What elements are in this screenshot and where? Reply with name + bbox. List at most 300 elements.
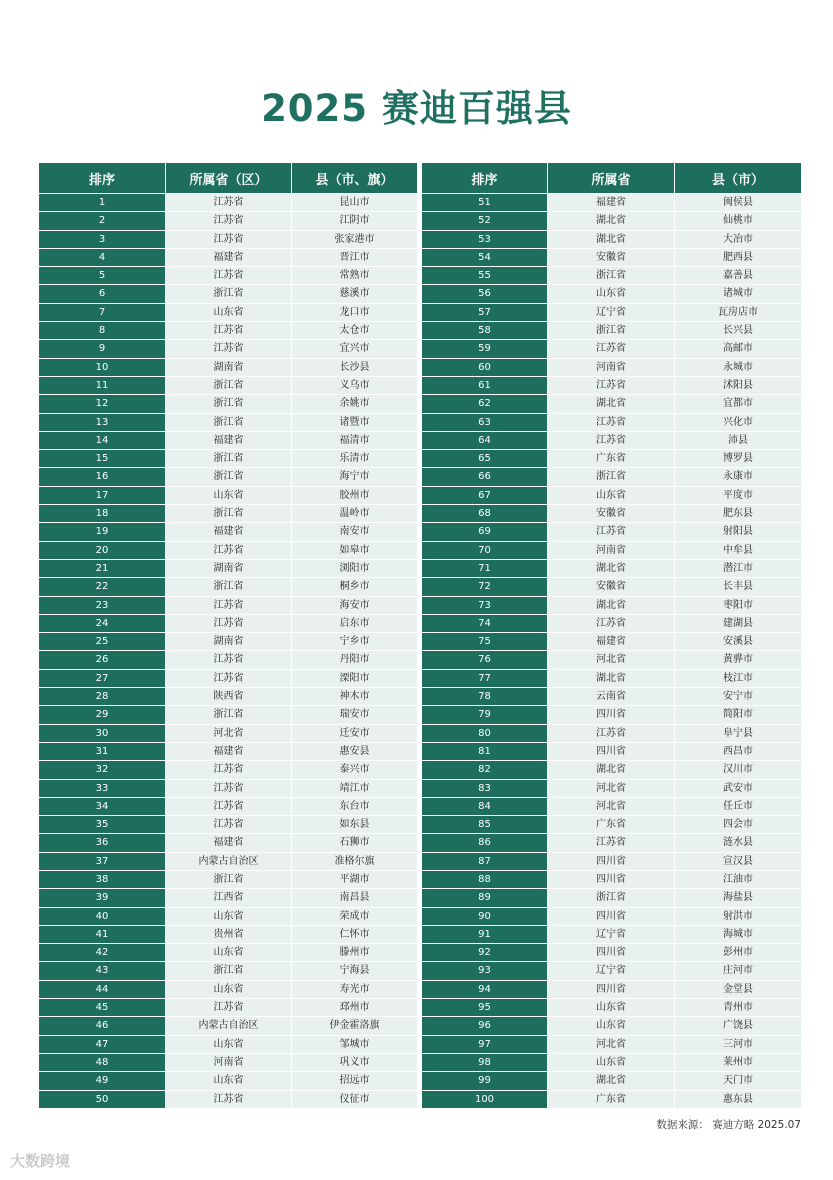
table-row xyxy=(39,998,801,1016)
table-row xyxy=(39,815,801,833)
county-right-cell: 汉川市 xyxy=(674,760,801,778)
province-left-cell: 江西省 xyxy=(165,888,291,906)
province-right-cell: 河北省 xyxy=(547,779,674,797)
province-left-cell: 贵州省 xyxy=(165,925,291,943)
province-left-cell: 浙江省 xyxy=(165,467,291,485)
county-right-cell: 惠东县 xyxy=(674,1090,801,1108)
province-left-cell: 山东省 xyxy=(165,907,291,925)
province-left-cell: 江苏省 xyxy=(165,614,291,632)
county-right-cell: 江油市 xyxy=(674,870,801,888)
province-right-cell: 浙江省 xyxy=(547,467,674,485)
county-left-cell: 丹阳市 xyxy=(291,650,417,668)
province-left-cell: 河北省 xyxy=(165,724,291,742)
county-left-cell: 平湖市 xyxy=(291,870,417,888)
county-right-cell: 广饶县 xyxy=(674,1016,801,1034)
province-left-cell: 内蒙古自治区 xyxy=(165,1016,291,1034)
county-left-cell: 江阴市 xyxy=(291,211,417,229)
county-left-cell: 海安市 xyxy=(291,596,417,614)
table-header-row xyxy=(39,163,801,193)
rank-right-cell: 88 xyxy=(421,870,547,888)
province-right-cell: 四川省 xyxy=(547,870,674,888)
county-left-cell: 太仓市 xyxy=(291,321,417,339)
province-left-cell: 浙江省 xyxy=(165,961,291,979)
table-row xyxy=(39,742,801,760)
rank-right-cell: 97 xyxy=(421,1035,547,1053)
county-left-cell: 伊金霍洛旗 xyxy=(291,1016,417,1034)
province-right-cell: 湖北省 xyxy=(547,596,674,614)
county-left-cell: 靖江市 xyxy=(291,779,417,797)
rank-left-cell: 21 xyxy=(39,559,165,577)
county-right-cell: 海盐县 xyxy=(674,888,801,906)
county-right-cell: 瓦房店市 xyxy=(674,303,801,321)
province-right-cell: 四川省 xyxy=(547,907,674,925)
county-right-cell: 平度市 xyxy=(674,486,801,504)
rank-left-cell: 9 xyxy=(39,339,165,357)
province-left-cell: 浙江省 xyxy=(165,376,291,394)
rank-right-cell: 100 xyxy=(421,1090,547,1108)
table-row xyxy=(39,797,801,815)
province-left-cell: 江苏省 xyxy=(165,339,291,357)
data-source-note: 数据来源： 赛迪方略 2025.07 xyxy=(656,1119,801,1131)
rank-right-cell: 94 xyxy=(421,980,547,998)
province-left-cell: 江苏省 xyxy=(165,211,291,229)
province-right-cell: 广东省 xyxy=(547,449,674,467)
province-right-cell: 江苏省 xyxy=(547,339,674,357)
rank-left-cell: 16 xyxy=(39,467,165,485)
province-right-cell: 湖北省 xyxy=(547,1071,674,1089)
county-right-cell: 宣汉县 xyxy=(674,852,801,870)
table-row xyxy=(39,303,801,321)
rank-right-cell: 79 xyxy=(421,705,547,723)
province-left-cell: 江苏省 xyxy=(165,650,291,668)
county-left-cell: 邳州市 xyxy=(291,998,417,1016)
rank-right-cell: 59 xyxy=(421,339,547,357)
province-left-cell: 山东省 xyxy=(165,1035,291,1053)
province-left-cell: 陕西省 xyxy=(165,687,291,705)
watermark-logo: 大数跨境 xyxy=(10,1152,71,1170)
rank-left-cell: 1 xyxy=(39,193,165,211)
county-right-cell: 诸城市 xyxy=(674,284,801,302)
rank-left-cell: 26 xyxy=(39,650,165,668)
rank-right-cell: 65 xyxy=(421,449,547,467)
province-left-cell: 江苏省 xyxy=(165,760,291,778)
rank-left-cell: 15 xyxy=(39,449,165,467)
table-row xyxy=(39,376,801,394)
table-row xyxy=(39,559,801,577)
county-left-cell: 宜兴市 xyxy=(291,339,417,357)
province-left-cell: 山东省 xyxy=(165,303,291,321)
province-right-cell: 广东省 xyxy=(547,815,674,833)
table-row xyxy=(39,1090,801,1108)
province-right-cell: 江苏省 xyxy=(547,431,674,449)
province-left-cell: 浙江省 xyxy=(165,449,291,467)
county-left-cell: 龙口市 xyxy=(291,303,417,321)
province-left-cell: 浙江省 xyxy=(165,413,291,431)
province-right-cell: 浙江省 xyxy=(547,321,674,339)
county-left-cell: 长沙县 xyxy=(291,358,417,376)
rank-left-cell: 39 xyxy=(39,888,165,906)
table-row xyxy=(39,577,801,595)
county-right-cell: 肥西县 xyxy=(674,248,801,266)
rank-right-cell: 91 xyxy=(421,925,547,943)
rank-left-cell: 23 xyxy=(39,596,165,614)
province-left-cell: 河南省 xyxy=(165,1053,291,1071)
rank-left-cell: 7 xyxy=(39,303,165,321)
rank-left-cell: 6 xyxy=(39,284,165,302)
county-left-cell: 寿光市 xyxy=(291,980,417,998)
county-left-cell: 福清市 xyxy=(291,431,417,449)
table-row xyxy=(39,467,801,485)
province-left-cell: 江苏省 xyxy=(165,797,291,815)
rank-right-cell: 64 xyxy=(421,431,547,449)
county-right-cell: 肥东县 xyxy=(674,504,801,522)
rank-right-cell: 70 xyxy=(421,541,547,559)
header-county-left: 县（市、旗） xyxy=(291,163,417,193)
county-right-cell: 金堂县 xyxy=(674,980,801,998)
province-left-cell: 江苏省 xyxy=(165,266,291,284)
county-right-cell: 简阳市 xyxy=(674,705,801,723)
table-row xyxy=(39,669,801,687)
county-right-cell: 庄河市 xyxy=(674,961,801,979)
county-left-cell: 石狮市 xyxy=(291,833,417,851)
table-row xyxy=(39,431,801,449)
table-row xyxy=(39,1071,801,1089)
table-row xyxy=(39,193,801,211)
county-left-cell: 海宁市 xyxy=(291,467,417,485)
rank-right-cell: 90 xyxy=(421,907,547,925)
rank-right-cell: 80 xyxy=(421,724,547,742)
county-left-cell: 如东县 xyxy=(291,815,417,833)
province-right-cell: 安徽省 xyxy=(547,504,674,522)
province-left-cell: 山东省 xyxy=(165,1071,291,1089)
rank-left-cell: 41 xyxy=(39,925,165,943)
province-right-cell: 云南省 xyxy=(547,687,674,705)
rank-left-cell: 42 xyxy=(39,943,165,961)
rank-left-cell: 18 xyxy=(39,504,165,522)
county-left-cell: 荣成市 xyxy=(291,907,417,925)
province-left-cell: 浙江省 xyxy=(165,577,291,595)
rank-right-cell: 58 xyxy=(421,321,547,339)
table-row xyxy=(39,614,801,632)
county-left-cell: 张家港市 xyxy=(291,230,417,248)
table-row xyxy=(39,650,801,668)
table-row xyxy=(39,248,801,266)
rank-right-cell: 67 xyxy=(421,486,547,504)
county-left-cell: 仪征市 xyxy=(291,1090,417,1108)
rank-left-cell: 3 xyxy=(39,230,165,248)
table-row xyxy=(39,394,801,412)
rank-right-cell: 54 xyxy=(421,248,547,266)
county-left-cell: 诸暨市 xyxy=(291,413,417,431)
rank-left-cell: 4 xyxy=(39,248,165,266)
rank-right-cell: 86 xyxy=(421,833,547,851)
county-left-cell: 南安市 xyxy=(291,522,417,540)
rank-right-cell: 76 xyxy=(421,650,547,668)
table-row xyxy=(39,907,801,925)
province-left-cell: 江苏省 xyxy=(165,779,291,797)
province-right-cell: 湖北省 xyxy=(547,559,674,577)
header-county-right: 县（市） xyxy=(674,163,801,193)
table-row xyxy=(39,724,801,742)
county-right-cell: 潜江市 xyxy=(674,559,801,577)
province-left-cell: 浙江省 xyxy=(165,870,291,888)
county-left-cell: 余姚市 xyxy=(291,394,417,412)
table-row xyxy=(39,632,801,650)
table-row xyxy=(39,687,801,705)
county-left-cell: 仁怀市 xyxy=(291,925,417,943)
table-row xyxy=(39,943,801,961)
province-right-cell: 河南省 xyxy=(547,541,674,559)
province-left-cell: 江苏省 xyxy=(165,669,291,687)
province-right-cell: 湖北省 xyxy=(547,211,674,229)
county-left-cell: 浏阳市 xyxy=(291,559,417,577)
rank-right-cell: 96 xyxy=(421,1016,547,1034)
rank-left-cell: 45 xyxy=(39,998,165,1016)
province-right-cell: 湖北省 xyxy=(547,669,674,687)
rank-left-cell: 33 xyxy=(39,779,165,797)
header-province-left: 所属省（区） xyxy=(165,163,291,193)
county-left-cell: 如皋市 xyxy=(291,541,417,559)
rank-left-cell: 38 xyxy=(39,870,165,888)
county-right-cell: 安宁市 xyxy=(674,687,801,705)
rank-right-cell: 63 xyxy=(421,413,547,431)
county-left-cell: 胶州市 xyxy=(291,486,417,504)
province-right-cell: 辽宁省 xyxy=(547,961,674,979)
page-title: 2025 赛迪百强县 xyxy=(261,87,572,130)
province-left-cell: 浙江省 xyxy=(165,394,291,412)
table-row xyxy=(39,284,801,302)
county-right-cell: 青州市 xyxy=(674,998,801,1016)
county-left-cell: 昆山市 xyxy=(291,193,417,211)
rank-left-cell: 5 xyxy=(39,266,165,284)
rank-left-cell: 12 xyxy=(39,394,165,412)
province-left-cell: 江苏省 xyxy=(165,815,291,833)
county-left-cell: 瑞安市 xyxy=(291,705,417,723)
rank-right-cell: 73 xyxy=(421,596,547,614)
table-row xyxy=(39,211,801,229)
rank-right-cell: 78 xyxy=(421,687,547,705)
table-row xyxy=(39,358,801,376)
rank-right-cell: 87 xyxy=(421,852,547,870)
county-left-cell: 邹城市 xyxy=(291,1035,417,1053)
province-right-cell: 江苏省 xyxy=(547,522,674,540)
table-row xyxy=(39,596,801,614)
province-right-cell: 河北省 xyxy=(547,1035,674,1053)
province-right-cell: 四川省 xyxy=(547,980,674,998)
province-left-cell: 江苏省 xyxy=(165,1090,291,1108)
table-row xyxy=(39,266,801,284)
county-right-cell: 涟水县 xyxy=(674,833,801,851)
province-left-cell: 湖南省 xyxy=(165,358,291,376)
rank-right-cell: 72 xyxy=(421,577,547,595)
county-left-cell: 温岭市 xyxy=(291,504,417,522)
rank-left-cell: 48 xyxy=(39,1053,165,1071)
table-row xyxy=(39,779,801,797)
rank-left-cell: 30 xyxy=(39,724,165,742)
rank-left-cell: 44 xyxy=(39,980,165,998)
province-left-cell: 湖南省 xyxy=(165,559,291,577)
province-left-cell: 江苏省 xyxy=(165,998,291,1016)
rank-left-cell: 34 xyxy=(39,797,165,815)
rank-right-cell: 89 xyxy=(421,888,547,906)
province-right-cell: 江苏省 xyxy=(547,413,674,431)
province-right-cell: 河北省 xyxy=(547,797,674,815)
table-row xyxy=(39,705,801,723)
province-left-cell: 江苏省 xyxy=(165,230,291,248)
table-row xyxy=(39,925,801,943)
province-left-cell: 福建省 xyxy=(165,833,291,851)
county-left-cell: 慈溪市 xyxy=(291,284,417,302)
county-left-cell: 惠安县 xyxy=(291,742,417,760)
county-right-cell: 射洪市 xyxy=(674,907,801,925)
county-right-cell: 四会市 xyxy=(674,815,801,833)
province-right-cell: 福建省 xyxy=(547,632,674,650)
province-right-cell: 湖北省 xyxy=(547,394,674,412)
province-right-cell: 浙江省 xyxy=(547,266,674,284)
ranking-table xyxy=(39,163,801,1108)
header-province-right: 所属省 xyxy=(547,163,674,193)
province-right-cell: 辽宁省 xyxy=(547,925,674,943)
county-left-cell: 启东市 xyxy=(291,614,417,632)
county-left-cell: 准格尔旗 xyxy=(291,852,417,870)
province-left-cell: 浙江省 xyxy=(165,705,291,723)
province-right-cell: 湖北省 xyxy=(547,230,674,248)
county-right-cell: 阜宁县 xyxy=(674,724,801,742)
table-row xyxy=(39,486,801,504)
county-right-cell: 沭阳县 xyxy=(674,376,801,394)
table-row xyxy=(39,833,801,851)
province-left-cell: 浙江省 xyxy=(165,284,291,302)
province-right-cell: 福建省 xyxy=(547,193,674,211)
rank-right-cell: 81 xyxy=(421,742,547,760)
county-left-cell: 迁安市 xyxy=(291,724,417,742)
county-right-cell: 高邮市 xyxy=(674,339,801,357)
table-row xyxy=(39,321,801,339)
county-right-cell: 中牟县 xyxy=(674,541,801,559)
county-right-cell: 博罗县 xyxy=(674,449,801,467)
rank-right-cell: 74 xyxy=(421,614,547,632)
rank-right-cell: 56 xyxy=(421,284,547,302)
county-right-cell: 天门市 xyxy=(674,1071,801,1089)
table-body xyxy=(39,193,801,1108)
rank-left-cell: 17 xyxy=(39,486,165,504)
county-right-cell: 武安市 xyxy=(674,779,801,797)
table-row xyxy=(39,1016,801,1034)
rank-right-cell: 92 xyxy=(421,943,547,961)
county-left-cell: 东台市 xyxy=(291,797,417,815)
county-right-cell: 莱州市 xyxy=(674,1053,801,1071)
rank-right-cell: 71 xyxy=(421,559,547,577)
rank-right-cell: 66 xyxy=(421,467,547,485)
rank-right-cell: 52 xyxy=(421,211,547,229)
table-row xyxy=(39,870,801,888)
rank-left-cell: 36 xyxy=(39,833,165,851)
rank-right-cell: 84 xyxy=(421,797,547,815)
county-right-cell: 仙桃市 xyxy=(674,211,801,229)
province-left-cell: 江苏省 xyxy=(165,193,291,211)
rank-left-cell: 8 xyxy=(39,321,165,339)
province-left-cell: 山东省 xyxy=(165,486,291,504)
county-left-cell: 神木市 xyxy=(291,687,417,705)
county-left-cell: 常熟市 xyxy=(291,266,417,284)
province-right-cell: 山东省 xyxy=(547,486,674,504)
county-left-cell: 巩义市 xyxy=(291,1053,417,1071)
county-right-cell: 黄骅市 xyxy=(674,650,801,668)
province-left-cell: 福建省 xyxy=(165,522,291,540)
county-left-cell: 南昌县 xyxy=(291,888,417,906)
table-row xyxy=(39,449,801,467)
rank-right-cell: 93 xyxy=(421,961,547,979)
table-row xyxy=(39,852,801,870)
rank-left-cell: 37 xyxy=(39,852,165,870)
rank-left-cell: 35 xyxy=(39,815,165,833)
table-row xyxy=(39,888,801,906)
rank-left-cell: 29 xyxy=(39,705,165,723)
rank-right-cell: 98 xyxy=(421,1053,547,1071)
province-left-cell: 福建省 xyxy=(165,431,291,449)
county-right-cell: 嘉善县 xyxy=(674,266,801,284)
province-right-cell: 山东省 xyxy=(547,1053,674,1071)
table-row xyxy=(39,1053,801,1071)
county-left-cell: 滕州市 xyxy=(291,943,417,961)
province-left-cell: 江苏省 xyxy=(165,541,291,559)
rank-right-cell: 53 xyxy=(421,230,547,248)
county-right-cell: 西昌市 xyxy=(674,742,801,760)
county-right-cell: 沛县 xyxy=(674,431,801,449)
province-right-cell: 安徽省 xyxy=(547,577,674,595)
province-right-cell: 江苏省 xyxy=(547,833,674,851)
province-left-cell: 湖南省 xyxy=(165,632,291,650)
county-right-cell: 宜都市 xyxy=(674,394,801,412)
rank-left-cell: 13 xyxy=(39,413,165,431)
table-row xyxy=(39,961,801,979)
rank-left-cell: 28 xyxy=(39,687,165,705)
table-row xyxy=(39,413,801,431)
province-right-cell: 四川省 xyxy=(547,943,674,961)
province-right-cell: 河北省 xyxy=(547,650,674,668)
province-left-cell: 江苏省 xyxy=(165,596,291,614)
county-left-cell: 招远市 xyxy=(291,1071,417,1089)
rank-left-cell: 47 xyxy=(39,1035,165,1053)
table-row xyxy=(39,339,801,357)
rank-right-cell: 83 xyxy=(421,779,547,797)
rank-left-cell: 43 xyxy=(39,961,165,979)
rank-right-cell: 57 xyxy=(421,303,547,321)
rank-left-cell: 22 xyxy=(39,577,165,595)
rank-left-cell: 46 xyxy=(39,1016,165,1034)
province-right-cell: 浙江省 xyxy=(547,888,674,906)
header-rank-left: 排序 xyxy=(39,163,165,193)
rank-left-cell: 32 xyxy=(39,760,165,778)
rank-right-cell: 68 xyxy=(421,504,547,522)
table-row xyxy=(39,522,801,540)
rank-left-cell: 20 xyxy=(39,541,165,559)
county-right-cell: 枣阳市 xyxy=(674,596,801,614)
county-left-cell: 乐清市 xyxy=(291,449,417,467)
county-left-cell: 晋江市 xyxy=(291,248,417,266)
table-row xyxy=(39,504,801,522)
rank-left-cell: 31 xyxy=(39,742,165,760)
county-right-cell: 长兴县 xyxy=(674,321,801,339)
county-right-cell: 兴化市 xyxy=(674,413,801,431)
province-left-cell: 江苏省 xyxy=(165,321,291,339)
county-left-cell: 义乌市 xyxy=(291,376,417,394)
province-right-cell: 河南省 xyxy=(547,358,674,376)
province-right-cell: 江苏省 xyxy=(547,724,674,742)
county-right-cell: 彭州市 xyxy=(674,943,801,961)
table-row xyxy=(39,541,801,559)
county-right-cell: 海城市 xyxy=(674,925,801,943)
